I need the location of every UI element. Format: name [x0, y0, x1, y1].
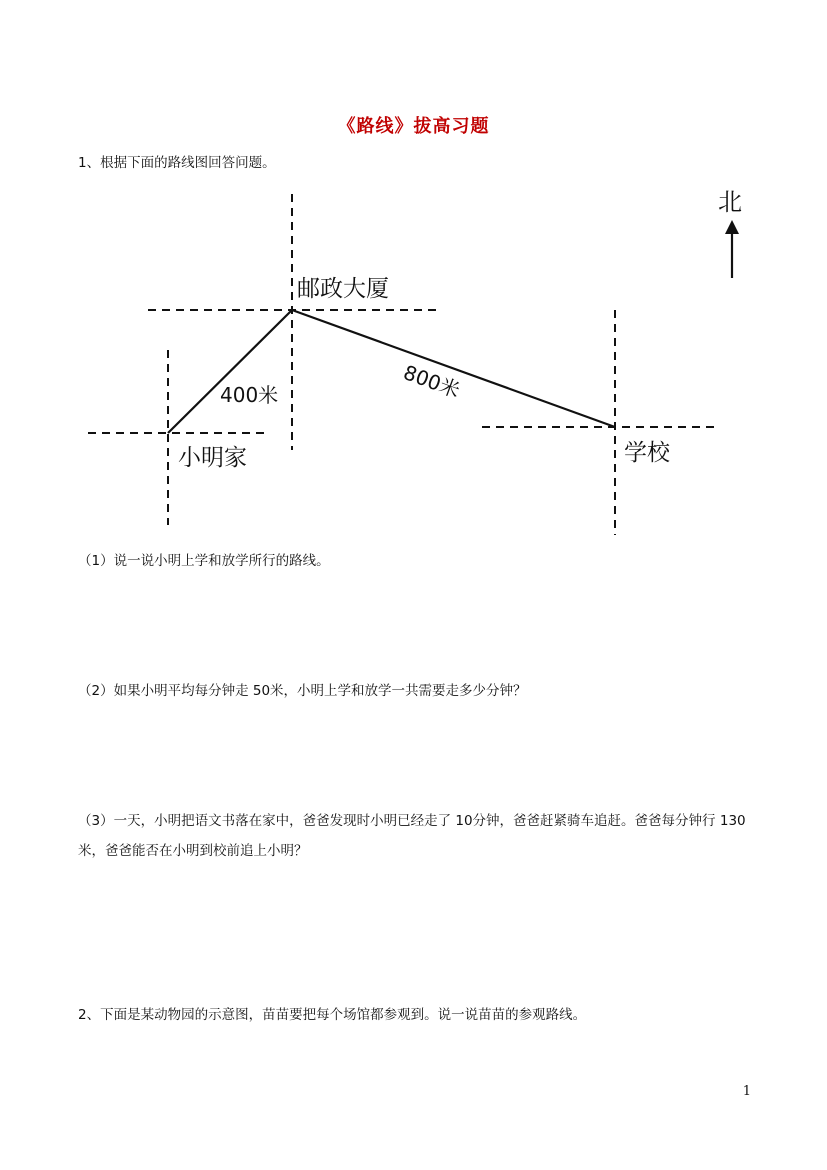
route-post-to-school — [292, 310, 615, 427]
question-1-part-3: （3）一天，小明把语文书落在家中，爸爸发现时小明已经走了 10分钟，爸爸赶紧骑车追赶。爸爸每分钟行 130 米，爸爸能否在小明到校前追上小明？ — [78, 813, 746, 859]
route-home-to-post — [168, 310, 292, 433]
north-label: 北 — [718, 188, 742, 216]
distance-post-to-school: 800米 — [400, 360, 464, 403]
page-title: 《路线》拔高习题 — [337, 116, 490, 137]
question-1-intro: 1、根据下面的路线图回答问题。 — [78, 155, 276, 171]
north-arrow — [725, 220, 739, 278]
question-2-intro: 2、下面是某动物园的示意图，苗苗要把每个场馆都参观到。说一说苗苗的参观路线。 — [78, 1007, 587, 1023]
question-1-part-2: （2）如果小明平均每分钟走 50米，小明上学和放学一共需要走多少分钟？ — [78, 683, 527, 699]
post-office-label: 邮政大厦 — [297, 276, 389, 302]
page-number: 1 — [742, 1084, 751, 1099]
distance-home-to-post: 400米 — [220, 383, 279, 407]
home-label: 小明家 — [178, 445, 247, 471]
school-label: 学校 — [624, 440, 670, 466]
question-1-part-1: （1）说一说小明上学和放学所行的路线。 — [78, 553, 330, 569]
